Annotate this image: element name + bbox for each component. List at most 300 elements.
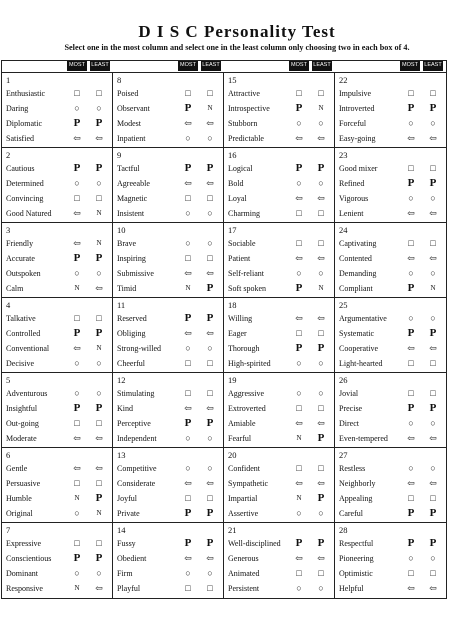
least-choice[interactable]: N [318,284,324,292]
least-choice[interactable]: ○ [318,508,324,518]
word-label: Compliant [339,284,373,293]
least-choice[interactable]: P [95,402,103,414]
most-choice[interactable]: P [407,537,415,549]
word-label: Self-reliant [228,269,264,278]
most-choice[interactable]: P [73,402,81,414]
most-label: MOST [400,61,420,71]
word-label: Timid [117,284,137,293]
most-choice[interactable]: □ [185,493,191,503]
most-choice[interactable]: P [295,282,303,294]
most-choice[interactable]: ⇦ [295,418,303,428]
word-option [117,251,221,266]
most-choice[interactable]: P [295,102,303,114]
word-label: Stimulating [117,389,155,398]
least-choice[interactable]: P [317,162,325,174]
word-option [339,236,444,251]
most-choice[interactable]: □ [74,478,80,488]
column-header [113,61,224,72]
most-choice[interactable]: P [184,102,192,114]
least-choice[interactable]: ○ [207,208,213,218]
most-choice[interactable]: □ [408,88,414,98]
word-label: Respectful [339,539,374,548]
question-box [335,373,446,447]
word-label: Reserved [117,314,147,323]
question-number: 7 [6,525,11,535]
word-label: Animated [228,569,260,578]
least-choice[interactable]: ○ [96,388,102,398]
most-choice[interactable]: □ [74,88,80,98]
least-choice[interactable]: ⇦ [317,553,325,563]
word-option [339,341,444,356]
question-number: 22 [339,75,348,85]
most-choice[interactable]: ⇦ [407,208,415,218]
word-label: Well-disciplined [228,539,281,548]
most-choice[interactable]: ○ [185,463,191,473]
least-choice[interactable]: □ [430,568,436,578]
least-choice[interactable]: □ [207,88,213,98]
word-label: Impulsive [339,89,371,98]
word-label: Good Natured [6,209,52,218]
least-choice[interactable]: ○ [430,193,436,203]
least-choice[interactable]: P [206,537,214,549]
least-choice[interactable]: ○ [207,568,213,578]
most-choice[interactable]: ○ [296,178,302,188]
most-choice[interactable]: □ [296,88,302,98]
least-choice[interactable]: ⇦ [95,583,103,593]
least-choice[interactable]: ○ [318,118,324,128]
question-box [224,298,335,372]
least-choice[interactable]: □ [96,418,102,428]
word-option [117,131,221,146]
least-choice[interactable]: □ [318,208,324,218]
least-choice[interactable]: □ [96,88,102,98]
least-choice[interactable]: □ [318,88,324,98]
most-choice[interactable]: □ [185,358,191,368]
least-choice[interactable]: ⇦ [206,553,214,563]
most-choice[interactable]: ○ [74,568,80,578]
word-label: Captivating [339,239,377,248]
word-label: Cautious [6,164,35,173]
most-choice[interactable]: ⇦ [73,463,81,473]
word-option [117,536,221,551]
most-choice[interactable]: ○ [408,313,414,323]
least-choice[interactable]: ⇦ [206,118,214,128]
least-choice[interactable]: P [317,432,325,444]
word-label: Strong-willed [117,344,161,353]
least-choice[interactable]: ○ [96,178,102,188]
word-label: Generous [228,554,259,563]
least-choice[interactable]: ○ [430,118,436,128]
least-choice[interactable]: ⇦ [206,178,214,188]
word-option [117,566,221,581]
word-option [117,356,221,371]
most-choice[interactable]: ○ [74,358,80,368]
most-choice[interactable]: ○ [408,193,414,203]
most-choice[interactable]: □ [185,253,191,263]
least-choice[interactable]: ⇦ [429,478,437,488]
most-choice[interactable]: N [185,284,191,292]
least-choice[interactable]: P [429,507,437,519]
least-choice[interactable]: ○ [207,343,213,353]
least-choice[interactable]: P [429,327,437,339]
least-choice[interactable]: □ [318,328,324,338]
least-choice[interactable]: P [317,492,325,504]
least-choice[interactable]: ○ [96,358,102,368]
most-choice[interactable]: N [74,284,80,292]
least-choice[interactable]: N [207,104,213,112]
least-choice[interactable]: ⇦ [317,133,325,143]
most-choice[interactable]: ⇦ [184,478,192,488]
question-row [2,373,446,448]
word-label: Confident [228,464,260,473]
least-choice[interactable]: □ [207,358,213,368]
least-choice[interactable]: □ [207,388,213,398]
least-choice[interactable]: ⇦ [206,478,214,488]
least-choice[interactable]: ○ [207,133,213,143]
question-box [224,523,335,598]
least-choice[interactable]: P [206,312,214,324]
most-choice[interactable]: □ [408,388,414,398]
least-choice[interactable]: ○ [318,268,324,278]
word-label: Bold [228,179,244,188]
most-choice[interactable]: ⇦ [73,433,81,443]
word-option [339,416,444,431]
word-label: Demanding [339,269,377,278]
least-choice[interactable]: ○ [96,568,102,578]
most-choice[interactable]: ⇦ [407,253,415,263]
most-choice[interactable]: □ [296,403,302,413]
most-choice[interactable]: ⇦ [295,253,303,263]
most-choice[interactable]: □ [74,313,80,323]
most-choice[interactable]: ○ [185,433,191,443]
most-choice[interactable]: ○ [74,388,80,398]
word-label: Introverted [339,104,375,113]
least-choice[interactable]: P [317,537,325,549]
most-choice[interactable]: ○ [185,343,191,353]
word-option [117,281,221,296]
most-choice[interactable]: ⇦ [295,553,303,563]
most-choice[interactable]: P [407,402,415,414]
most-choice[interactable]: ⇦ [407,433,415,443]
most-choice[interactable]: ○ [74,508,80,518]
least-choice[interactable]: ⇦ [317,193,325,203]
most-choice[interactable]: □ [185,388,191,398]
most-choice[interactable]: N [74,494,80,502]
most-choice[interactable]: ⇦ [184,403,192,413]
most-choice[interactable]: ○ [185,133,191,143]
most-choice[interactable]: □ [296,463,302,473]
word-label: Restless [339,464,366,473]
most-choice[interactable]: ○ [185,208,191,218]
least-choice[interactable]: P [95,492,103,504]
most-choice[interactable]: □ [185,583,191,593]
least-choice[interactable]: ○ [207,463,213,473]
least-choice[interactable]: P [429,177,437,189]
question-number: 15 [228,75,237,85]
most-choice[interactable]: ○ [296,583,302,593]
word-option [117,266,221,281]
least-choice[interactable]: □ [96,193,102,203]
least-choice[interactable]: □ [96,313,102,323]
most-choice[interactable]: □ [408,568,414,578]
most-choice[interactable]: P [295,537,303,549]
least-choice[interactable]: ○ [318,178,324,188]
most-choice[interactable]: ○ [408,268,414,278]
most-choice[interactable]: □ [185,193,191,203]
page-title: D I S C Personality Test [138,22,336,41]
question-box [2,298,113,372]
least-choice[interactable]: ⇦ [429,208,437,218]
most-choice[interactable]: ○ [408,118,414,128]
most-choice[interactable]: P [73,117,81,129]
word-option [339,536,444,551]
least-choice[interactable]: ⇦ [206,403,214,413]
most-choice[interactable]: ○ [185,568,191,578]
question-box [335,298,446,372]
word-label: Stubborn [228,119,258,128]
question-number: 3 [6,225,11,235]
most-choice[interactable]: P [73,327,81,339]
most-choice[interactable]: ○ [296,508,302,518]
most-choice[interactable]: □ [74,418,80,428]
least-choice[interactable]: P [95,117,103,129]
least-choice[interactable]: ○ [430,418,436,428]
least-choice[interactable]: ○ [430,463,436,473]
least-choice[interactable]: ⇦ [206,328,214,338]
least-choice[interactable]: ⇦ [95,283,103,293]
least-choice[interactable]: ⇦ [429,253,437,263]
least-choice[interactable]: N [318,104,324,112]
word-label: Logical [228,164,253,173]
word-option [228,326,332,341]
least-choice[interactable]: ⇦ [95,133,103,143]
most-choice[interactable]: ⇦ [407,133,415,143]
most-choice[interactable]: P [407,282,415,294]
least-choice[interactable]: □ [318,403,324,413]
word-label: Direct [339,419,359,428]
most-choice[interactable]: ⇦ [295,193,303,203]
word-option [339,86,444,101]
most-choice[interactable]: ⇦ [295,133,303,143]
least-choice[interactable]: N [96,209,102,217]
most-choice[interactable]: ⇦ [184,328,192,338]
least-choice[interactable]: □ [318,568,324,578]
most-choice[interactable]: P [184,417,192,429]
least-choice[interactable]: P [206,162,214,174]
least-choice[interactable]: P [429,402,437,414]
word-option [228,476,332,491]
least-choice[interactable]: N [96,239,102,247]
least-choice[interactable]: □ [318,238,324,248]
most-choice[interactable]: □ [408,493,414,503]
most-choice[interactable]: P [407,177,415,189]
most-choice[interactable]: ⇦ [295,478,303,488]
most-choice[interactable]: ○ [74,178,80,188]
least-choice[interactable]: P [429,102,437,114]
word-option [228,401,332,416]
most-choice[interactable]: ⇦ [73,133,81,143]
most-choice[interactable]: P [184,312,192,324]
least-choice[interactable]: ⇦ [317,478,325,488]
most-choice[interactable]: □ [296,568,302,578]
question-number: 12 [117,375,126,385]
question-number: 20 [228,450,237,460]
least-choice[interactable]: ⇦ [95,433,103,443]
most-choice[interactable]: P [407,507,415,519]
question-number: 18 [228,300,237,310]
least-choice[interactable]: P [206,507,214,519]
least-choice[interactable]: P [429,537,437,549]
least-choice[interactable]: ⇦ [317,418,325,428]
most-choice[interactable]: ⇦ [184,553,192,563]
question-row [2,448,446,523]
least-choice[interactable]: ⇦ [95,463,103,473]
most-choice[interactable]: P [295,342,303,354]
most-choice[interactable]: □ [408,163,414,173]
least-choice[interactable]: □ [318,463,324,473]
least-choice[interactable]: □ [430,238,436,248]
most-choice[interactable]: □ [74,538,80,548]
column-header [2,61,113,72]
word-option [6,191,110,206]
most-choice[interactable]: P [184,162,192,174]
word-label: Assertive [228,509,259,518]
most-choice[interactable]: N [296,494,302,502]
least-choice[interactable]: □ [96,478,102,488]
most-choice[interactable]: □ [296,208,302,218]
most-choice[interactable]: ⇦ [407,583,415,593]
word-label: Magnetic [117,194,148,203]
most-choice[interactable]: ○ [185,238,191,248]
least-choice[interactable]: P [317,342,325,354]
most-choice[interactable]: N [296,434,302,442]
column-header [335,61,446,72]
most-choice[interactable]: N [74,584,80,592]
word-label: Satisfied [6,134,34,143]
most-choice[interactable]: □ [74,193,80,203]
least-choice[interactable]: ⇦ [206,268,214,278]
least-choice[interactable]: N [430,284,436,292]
most-choice[interactable]: □ [296,238,302,248]
least-choice[interactable]: P [95,252,103,264]
word-option [339,266,444,281]
least-choice[interactable]: □ [207,193,213,203]
word-label: Daring [6,104,29,113]
most-choice[interactable]: P [295,162,303,174]
least-choice[interactable]: N [96,509,102,517]
least-choice[interactable]: □ [207,493,213,503]
word-label: Cooperative [339,344,379,353]
most-choice[interactable]: P [73,162,81,174]
most-choice[interactable]: ⇦ [407,343,415,353]
word-label: Gentle [6,464,28,473]
least-choice[interactable]: □ [207,253,213,263]
most-choice[interactable]: ⇦ [407,478,415,488]
question-number: 5 [6,375,11,385]
least-choice[interactable]: ○ [318,583,324,593]
least-choice[interactable]: ○ [430,268,436,278]
most-choice[interactable]: □ [185,88,191,98]
least-choice[interactable]: □ [430,388,436,398]
most-choice[interactable]: ⇦ [73,238,81,248]
word-label: Expressive [6,539,42,548]
most-choice[interactable]: ○ [296,118,302,128]
most-choice[interactable]: ⇦ [295,313,303,323]
least-choice[interactable]: □ [430,493,436,503]
most-choice[interactable]: P [407,102,415,114]
least-choice[interactable]: P [95,552,103,564]
word-label: Independent [117,434,157,443]
word-label: Amiable [228,419,256,428]
least-choice[interactable]: ○ [96,268,102,278]
least-choice[interactable]: ⇦ [429,433,437,443]
most-choice[interactable]: ⇦ [73,208,81,218]
word-label: Forceful [339,119,367,128]
least-choice[interactable]: □ [96,538,102,548]
most-choice[interactable]: ⇦ [184,178,192,188]
most-choice[interactable]: P [184,507,192,519]
most-choice[interactable]: ○ [408,553,414,563]
least-choice[interactable]: P [95,162,103,174]
most-choice[interactable]: P [407,327,415,339]
least-choice[interactable]: ○ [430,313,436,323]
least-choice[interactable]: ⇦ [429,343,437,353]
word-label: Willing [228,314,253,323]
most-choice[interactable]: ○ [74,103,80,113]
least-choice[interactable]: ○ [207,433,213,443]
least-choice[interactable]: ⇦ [317,253,325,263]
most-choice[interactable]: ○ [296,358,302,368]
most-choice[interactable]: □ [408,238,414,248]
most-choice[interactable]: P [73,252,81,264]
least-choice[interactable]: □ [207,583,213,593]
most-choice[interactable]: ⇦ [73,343,81,353]
word-label: Conventional [6,344,50,353]
word-option [228,551,332,566]
least-choice[interactable]: P [206,282,214,294]
word-label: Accurate [6,254,35,263]
most-choice[interactable]: ○ [408,418,414,428]
least-choice[interactable]: ○ [96,103,102,113]
least-choice[interactable]: ○ [207,238,213,248]
least-choice[interactable]: □ [430,358,436,368]
word-option [339,461,444,476]
word-option [339,476,444,491]
most-choice[interactable]: ⇦ [184,268,192,278]
least-choice[interactable]: ⇦ [429,583,437,593]
least-choice[interactable]: P [206,417,214,429]
least-choice[interactable]: ○ [430,553,436,563]
most-choice[interactable]: □ [296,328,302,338]
least-choice[interactable]: ⇦ [429,133,437,143]
least-choice[interactable]: ○ [318,388,324,398]
most-choice[interactable]: ○ [296,268,302,278]
least-choice[interactable]: ○ [318,358,324,368]
least-choice[interactable]: □ [430,163,436,173]
most-choice[interactable]: ○ [296,388,302,398]
least-choice[interactable]: ⇦ [317,313,325,323]
most-choice[interactable]: ○ [74,268,80,278]
most-choice[interactable]: P [73,552,81,564]
most-choice[interactable]: ○ [408,463,414,473]
word-label: Original [6,509,33,518]
most-choice[interactable]: □ [408,358,414,368]
least-choice[interactable]: □ [430,88,436,98]
most-choice[interactable]: P [184,537,192,549]
least-choice[interactable]: N [96,344,102,352]
least-choice[interactable]: P [95,327,103,339]
most-choice[interactable]: ⇦ [184,118,192,128]
